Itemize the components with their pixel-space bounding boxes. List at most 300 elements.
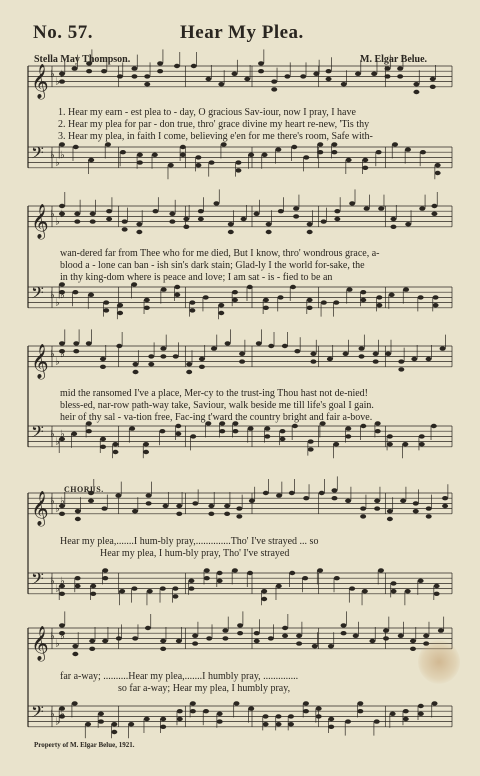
note-head xyxy=(357,709,363,713)
note-head xyxy=(383,636,389,640)
note-head xyxy=(390,712,396,716)
note-head xyxy=(137,153,143,157)
lyric-chorus-line1-lower: Hear my plea, I hum-bly pray, Tho' I've strayed xyxy=(100,548,290,559)
note-head xyxy=(326,69,332,73)
note-head xyxy=(144,74,150,78)
note-head xyxy=(232,298,238,302)
note-head xyxy=(180,153,186,157)
note-head xyxy=(387,434,393,438)
flat-icon: ♭ xyxy=(50,149,55,161)
flat-icon: ♭ xyxy=(60,495,65,507)
note-head xyxy=(410,639,416,643)
note-head xyxy=(192,501,198,505)
note-head xyxy=(248,706,254,710)
note-head xyxy=(334,576,340,580)
note-head xyxy=(217,712,223,716)
note-head xyxy=(328,644,334,648)
note-head xyxy=(218,303,224,307)
note-head xyxy=(308,447,314,451)
flat-icon: ♭ xyxy=(50,208,55,220)
note-head xyxy=(316,706,322,710)
note-head xyxy=(86,429,92,433)
note-head xyxy=(232,290,238,294)
note-head xyxy=(190,701,196,705)
note-head xyxy=(413,82,419,86)
note-head xyxy=(375,429,381,433)
lyric-verse2-line1: 2. Hear my plea for par - don true, thro' grace divine my heart re-new, 'Tis thy xyxy=(58,119,370,130)
bass-clef-icon: 𝄢 xyxy=(31,421,44,446)
note-head xyxy=(373,359,379,363)
note-head xyxy=(442,504,448,508)
note-head xyxy=(88,293,94,297)
note-head xyxy=(74,212,80,216)
note-head xyxy=(198,209,204,213)
note-head xyxy=(90,219,96,223)
note-head xyxy=(362,589,368,593)
note-head xyxy=(303,496,309,500)
note-head xyxy=(132,636,138,640)
note-head xyxy=(440,346,446,350)
note-head xyxy=(102,568,108,572)
note-head xyxy=(208,512,214,516)
note-head xyxy=(177,717,183,721)
note-head xyxy=(89,647,95,651)
note-head xyxy=(413,501,419,505)
note-head xyxy=(85,722,91,726)
note-head xyxy=(426,506,432,510)
note-head xyxy=(129,426,135,430)
note-head xyxy=(73,145,79,149)
note-head xyxy=(419,442,425,446)
flat-icon: ♭ xyxy=(55,716,60,728)
note-head xyxy=(307,230,313,234)
note-head xyxy=(341,631,347,635)
note-head xyxy=(349,586,355,590)
note-head xyxy=(292,424,298,428)
note-head xyxy=(248,426,254,430)
note-head xyxy=(160,346,166,350)
note-head xyxy=(244,77,250,81)
note-head xyxy=(232,72,238,76)
flat-icon: ♭ xyxy=(50,348,55,360)
note-head xyxy=(145,626,151,630)
note-head xyxy=(90,584,96,588)
note-head xyxy=(307,222,313,226)
note-head xyxy=(278,209,284,213)
note-head xyxy=(103,308,109,312)
note-head xyxy=(431,424,437,428)
note-head xyxy=(254,639,260,643)
note-head xyxy=(241,217,247,221)
note-head xyxy=(148,354,154,358)
note-head xyxy=(289,491,295,495)
note-head xyxy=(291,145,297,149)
note-head xyxy=(59,341,65,345)
note-head xyxy=(218,82,224,86)
note-head xyxy=(161,287,167,291)
flat-icon: ♭ xyxy=(55,76,60,88)
note-head xyxy=(397,66,403,70)
note-head xyxy=(435,163,441,167)
flat-icon: ♭ xyxy=(55,157,60,169)
lyric-verse3-line3: heir of thy sal - va-tion free, Fac-ing t'ward the country bright and fair a-bove. xyxy=(60,412,373,423)
lyric-chorus-line2-lower: so far a-way; Hear my plea, I humbly pray, xyxy=(118,683,291,694)
note-head xyxy=(190,709,196,713)
note-head xyxy=(75,509,81,513)
note-head xyxy=(224,504,230,508)
note-head xyxy=(173,354,179,358)
note-head xyxy=(263,722,269,726)
note-head xyxy=(362,158,368,162)
note-head xyxy=(116,636,122,640)
note-head xyxy=(276,722,282,726)
note-head xyxy=(264,426,270,430)
note-head xyxy=(106,209,112,213)
note-head xyxy=(364,206,370,210)
note-head xyxy=(413,90,419,94)
note-head xyxy=(293,214,299,218)
note-head xyxy=(376,303,382,307)
note-head xyxy=(319,491,325,495)
note-head xyxy=(403,287,409,291)
note-head xyxy=(403,717,409,721)
note-head xyxy=(204,576,210,580)
bass-clef-icon: 𝄢 xyxy=(31,282,44,307)
note-head xyxy=(258,61,264,65)
note-head xyxy=(282,626,288,630)
note-head xyxy=(391,589,397,593)
note-head xyxy=(98,712,104,716)
note-head xyxy=(405,222,411,226)
note-head xyxy=(168,163,174,167)
note-head xyxy=(360,298,366,302)
treble-clef-icon: 𝄞 xyxy=(31,203,49,239)
flat-icon: ♭ xyxy=(60,348,65,360)
note-head xyxy=(174,64,180,68)
note-head xyxy=(300,74,306,78)
note-head xyxy=(102,639,108,643)
note-head xyxy=(232,568,238,572)
note-head xyxy=(217,579,223,583)
note-head xyxy=(206,77,212,81)
note-head xyxy=(279,429,285,433)
hymn-number: No. 57. xyxy=(33,22,93,43)
flat-icon: ♭ xyxy=(50,289,55,301)
note-head xyxy=(206,636,212,640)
note-head xyxy=(310,359,316,363)
note-head xyxy=(398,367,404,371)
lyric-verse3-line1: 3. Hear my plea, in faith I come, believing e'en for me there's room, Safe with- xyxy=(58,131,373,142)
treble-clef-icon: 𝄞 xyxy=(31,625,49,661)
note-head xyxy=(248,153,254,157)
note-head xyxy=(203,295,209,299)
note-head xyxy=(88,499,94,503)
note-head xyxy=(387,442,393,446)
note-head xyxy=(249,499,255,503)
note-head xyxy=(225,341,231,345)
note-head xyxy=(430,77,436,81)
note-head xyxy=(431,204,437,208)
note-head xyxy=(413,509,419,513)
note-head xyxy=(397,74,403,78)
note-head xyxy=(278,295,284,299)
note-head xyxy=(302,576,308,580)
note-head xyxy=(180,145,186,149)
note-head xyxy=(308,439,314,443)
note-head xyxy=(349,201,355,205)
note-head xyxy=(148,362,154,366)
lyric-verse2-line2: blood a - lone can ban - ish sin's dark stain; Glad-ly I the world for-sake, the xyxy=(60,260,365,271)
note-head xyxy=(186,362,192,366)
note-head xyxy=(345,499,351,503)
note-head xyxy=(106,217,112,221)
note-head xyxy=(328,717,334,721)
note-head xyxy=(426,514,432,518)
note-head xyxy=(266,230,272,234)
note-head xyxy=(434,584,440,588)
note-head xyxy=(172,594,178,598)
note-head xyxy=(389,293,395,297)
bass-clef-icon: 𝄢 xyxy=(31,701,44,726)
note-head xyxy=(90,212,96,216)
note-head xyxy=(247,571,253,575)
note-head xyxy=(59,142,65,146)
flat-icon: ♭ xyxy=(55,638,60,650)
note-head xyxy=(341,623,347,627)
note-head xyxy=(235,160,241,164)
note-head xyxy=(111,722,117,726)
note-head xyxy=(120,150,126,154)
note-head xyxy=(131,66,137,70)
treble-clef-icon: 𝄞 xyxy=(31,490,49,526)
note-head xyxy=(275,147,281,151)
note-head xyxy=(236,506,242,510)
note-head xyxy=(317,568,323,572)
note-head xyxy=(398,634,404,638)
note-head xyxy=(345,426,351,430)
note-head xyxy=(331,488,337,492)
flat-icon: ♭ xyxy=(60,708,65,720)
note-head xyxy=(59,623,65,627)
note-head xyxy=(418,712,424,716)
note-head xyxy=(75,517,81,521)
note-head xyxy=(100,365,106,369)
copyright-footer: Property of M. Elgar Belue, 1921. xyxy=(34,741,135,749)
note-head xyxy=(410,647,416,651)
note-head xyxy=(172,586,178,590)
note-head xyxy=(313,72,319,76)
note-head xyxy=(72,652,78,656)
note-head xyxy=(157,69,163,73)
note-head xyxy=(435,171,441,175)
note-head xyxy=(160,717,166,721)
note-head xyxy=(288,714,294,718)
note-head xyxy=(331,142,337,146)
note-head xyxy=(72,66,78,70)
note-head xyxy=(343,352,349,356)
note-head xyxy=(378,568,384,572)
note-head xyxy=(359,354,365,358)
note-head xyxy=(303,709,309,713)
note-head xyxy=(261,597,267,601)
note-head xyxy=(169,212,175,216)
note-head xyxy=(211,346,217,350)
note-head xyxy=(282,634,288,638)
note-head xyxy=(326,77,332,81)
note-head xyxy=(72,644,78,648)
note-head xyxy=(328,725,334,729)
note-head xyxy=(373,352,379,356)
note-head xyxy=(376,150,382,154)
note-head xyxy=(346,158,352,162)
flat-icon: ♭ xyxy=(60,149,65,161)
note-head xyxy=(327,357,333,361)
note-head xyxy=(219,429,225,433)
note-head xyxy=(360,290,366,294)
note-head xyxy=(228,222,234,226)
note-head xyxy=(88,158,94,162)
note-head xyxy=(279,437,285,441)
note-head xyxy=(160,725,166,729)
note-head xyxy=(341,82,347,86)
note-head xyxy=(72,701,78,705)
note-head xyxy=(233,701,239,705)
note-head xyxy=(403,709,409,713)
note-head xyxy=(418,704,424,708)
note-head xyxy=(100,437,106,441)
note-head xyxy=(317,150,323,154)
note-head xyxy=(177,709,183,713)
note-head xyxy=(345,434,351,438)
note-head xyxy=(131,586,137,590)
lyric-verse2-line3: bless-ed, nar-row path-way take, Saviour, walk beside me till life's goal I gain. xyxy=(60,400,374,411)
note-head xyxy=(217,571,223,575)
note-head xyxy=(213,201,219,205)
note-head xyxy=(276,714,282,718)
note-head xyxy=(263,491,269,495)
note-head xyxy=(101,506,107,510)
composer-credit: M. Elgar Belue. xyxy=(360,54,428,65)
note-head xyxy=(268,344,274,348)
note-head xyxy=(378,206,384,210)
note-head xyxy=(221,142,227,146)
note-head xyxy=(204,568,210,572)
note-head xyxy=(175,432,181,436)
note-head xyxy=(217,719,223,723)
note-head xyxy=(111,730,117,734)
note-head xyxy=(376,295,382,299)
note-head xyxy=(390,225,396,229)
note-head xyxy=(362,166,368,170)
note-head xyxy=(423,634,429,638)
note-head xyxy=(360,424,366,428)
note-head xyxy=(433,303,439,307)
note-head xyxy=(59,204,65,208)
bass-clef-icon: 𝄢 xyxy=(31,568,44,593)
flat-icon: ♭ xyxy=(60,428,65,440)
note-head xyxy=(293,206,299,210)
note-head xyxy=(73,341,79,345)
note-head xyxy=(224,512,230,516)
note-head xyxy=(334,217,340,221)
note-head xyxy=(331,496,337,500)
note-head xyxy=(418,579,424,583)
note-head xyxy=(333,442,339,446)
lyric-verse1-line3: mid the ransomed I've a place, Mer-cy to the trust-ing Thou hast not de-nied! xyxy=(60,388,368,399)
flat-icon: ♭ xyxy=(60,575,65,587)
lyric-chorus-line1-upper: Hear my plea,.......I hum-bly pray,..............Tho' I've strayed ... so xyxy=(60,536,319,547)
paper-stain xyxy=(418,640,460,684)
note-head xyxy=(239,359,245,363)
flat-icon: ♭ xyxy=(60,68,65,80)
note-head xyxy=(90,592,96,596)
flat-icon: ♭ xyxy=(50,495,55,507)
flat-icon: ♭ xyxy=(50,630,55,642)
note-head xyxy=(375,421,381,425)
note-head xyxy=(431,212,437,216)
flat-icon: ♭ xyxy=(50,428,55,440)
note-head xyxy=(419,206,425,210)
bass-clef-icon: 𝄢 xyxy=(31,142,44,167)
note-head xyxy=(420,150,426,154)
note-head xyxy=(157,61,163,65)
note-head xyxy=(209,160,215,164)
flat-icon: ♭ xyxy=(55,216,60,228)
note-head xyxy=(290,285,296,289)
flat-icon: ♭ xyxy=(60,630,65,642)
note-head xyxy=(271,79,277,83)
note-head xyxy=(128,722,134,726)
note-head xyxy=(385,66,391,70)
note-head xyxy=(117,74,123,78)
note-head xyxy=(374,506,380,510)
hymn-title: Hear My Plea. xyxy=(180,22,304,43)
note-head xyxy=(101,69,107,73)
note-head xyxy=(237,623,243,627)
note-head xyxy=(266,222,272,226)
note-head xyxy=(347,287,353,291)
lyric-verse1-line2: wan-dered far from Thee who for me died, But I know, thro' wondrous grace, a- xyxy=(60,248,380,259)
note-head xyxy=(117,311,123,315)
note-head xyxy=(400,499,406,503)
note-head xyxy=(228,230,234,234)
note-head xyxy=(176,512,182,516)
note-head xyxy=(345,719,351,723)
note-head xyxy=(203,709,209,713)
note-head xyxy=(359,346,365,350)
note-head xyxy=(189,300,195,304)
note-head xyxy=(188,579,194,583)
note-head xyxy=(103,300,109,304)
note-head xyxy=(316,714,322,718)
note-head xyxy=(160,586,166,590)
note-head xyxy=(371,72,377,76)
note-head xyxy=(276,584,282,588)
note-head xyxy=(163,504,169,508)
treble-clef-icon: 𝄞 xyxy=(31,63,49,99)
note-head xyxy=(191,64,197,68)
note-head xyxy=(86,69,92,73)
note-head xyxy=(254,212,260,216)
note-head xyxy=(59,512,65,516)
note-head xyxy=(261,589,267,593)
note-head xyxy=(89,639,95,643)
note-head xyxy=(183,217,189,221)
note-head xyxy=(119,589,125,593)
note-head xyxy=(247,285,253,289)
note-head xyxy=(276,493,282,497)
note-head xyxy=(310,352,316,356)
